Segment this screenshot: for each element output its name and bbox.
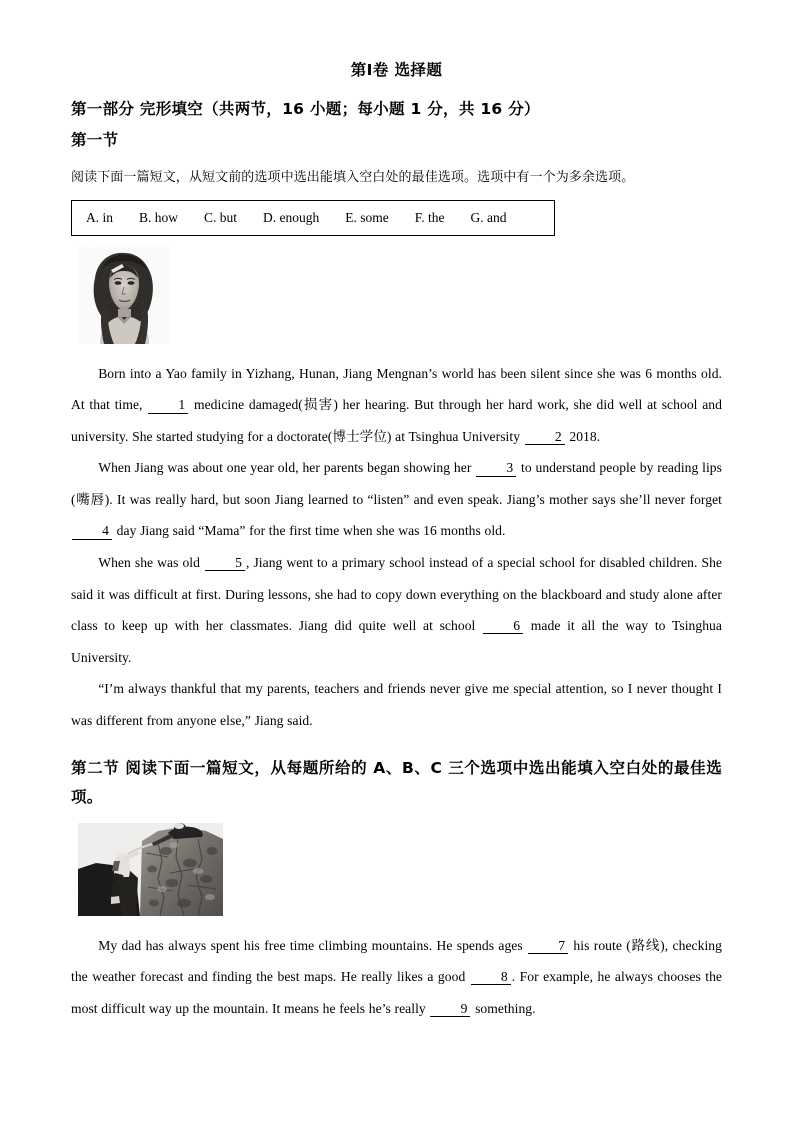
blank-1[interactable]: 1 bbox=[148, 398, 188, 413]
portrait-figure bbox=[78, 247, 722, 344]
option-a[interactable]: A. in bbox=[86, 209, 113, 225]
blank-5[interactable]: 5 bbox=[205, 556, 245, 571]
option-choices-box bbox=[71, 200, 555, 236]
option-g[interactable]: G. and bbox=[470, 209, 507, 225]
p5-text-c: . For example, he always chooses the most difficult way up the mountain. It means he feels he’s really bbox=[71, 969, 722, 1016]
portrait-photo-jiang-mengnan bbox=[78, 247, 170, 344]
p5-text-a: My dad has always spent his free time climbing mountains. He spends ages bbox=[98, 937, 528, 953]
passage-one-paragraph-4 bbox=[71, 673, 722, 736]
page-title: 第Ⅰ卷 选择题 bbox=[350, 61, 443, 79]
passage-two-paragraph-1 bbox=[71, 916, 722, 1025]
passage-one-paragraph-3 bbox=[71, 547, 722, 673]
blank-7[interactable]: 7 bbox=[528, 939, 568, 954]
blank-9[interactable]: 9 bbox=[430, 1002, 470, 1017]
section-one-heading: 第一节 bbox=[71, 131, 119, 150]
passage-one-paragraph-1 bbox=[71, 344, 722, 453]
photo-rock-climbers bbox=[78, 823, 223, 916]
blank-3[interactable]: 3 bbox=[476, 461, 516, 476]
blank-8[interactable]: 8 bbox=[471, 970, 511, 985]
p1-text-c: 2018. bbox=[565, 428, 601, 444]
blank-2[interactable]: 2 bbox=[525, 430, 565, 445]
p5-text-d: something. bbox=[471, 1000, 536, 1016]
p1-text-b: medicine damaged(损害) her hearing. But through her hard work, she did well at school and university. She started studying for a doctorate(博士学位) at Tsinghua University bbox=[71, 397, 722, 444]
part-one-heading: 第一部分 完形填空（共两节，16 小题；每小题 1 分，共 16 分） bbox=[71, 100, 540, 119]
passage-one-paragraph-2 bbox=[71, 452, 722, 547]
p1-text-a: Born into a Yao family in Yizhang, Hunan, Jiang Mengnan’s world has been silent since she was 6 months old. At that time, bbox=[71, 365, 722, 413]
blank-6[interactable]: 6 bbox=[483, 619, 523, 634]
p4-text-a: “I’m always thankful that my parents, teachers and friends never give me special attention, so I never thought I was different from anyone else,” Jiang said. bbox=[71, 681, 722, 728]
section-two-heading: 第二节 阅读下面一篇短文，从每题所给的 A、B、C 三个选项中选出能填入空白处的最佳选项。 bbox=[71, 759, 722, 806]
option-d[interactable]: D. enough bbox=[263, 209, 320, 225]
section-one-instruction: 阅读下面一篇短文，从短文前的选项中选出能填入空白处的最佳选项。选项中有一个为多余选项。 bbox=[71, 170, 635, 186]
blank-4[interactable]: 4 bbox=[72, 524, 112, 539]
p3-text-b: , Jiang went to a primary school instead of a special school for disabled children. She said it was difficult at first. During lessons, she had to copy down everything on the blackboard and study alone after class to keep up with her classmates. Jiang did quite well at school bbox=[71, 554, 722, 634]
p2-text-a: When Jiang was about one year old, her parents began showing her bbox=[98, 460, 476, 476]
p5-text-b: his route (路线), checking the weather forecast and finding the best maps. He really likes a good bbox=[71, 937, 722, 985]
climber-figure bbox=[78, 823, 722, 916]
option-e[interactable]: E. some bbox=[345, 209, 389, 225]
option-f[interactable]: F. the bbox=[414, 209, 445, 225]
p2-text-c: day Jiang said “Mama” for the first time when she was 16 months old. bbox=[113, 523, 506, 539]
p3-text-a: When she was old bbox=[98, 554, 204, 570]
option-b[interactable]: B. how bbox=[139, 209, 179, 225]
p3-text-c: made it all the way to Tsinghua University. bbox=[71, 618, 722, 665]
p2-text-b: to understand people by reading lips (嘴唇). It was really hard, but soon Jiang learned to “listen” and even speak. Jiang’s mother says she’ll never forget bbox=[71, 460, 722, 507]
option-c[interactable]: C. but bbox=[204, 209, 238, 225]
